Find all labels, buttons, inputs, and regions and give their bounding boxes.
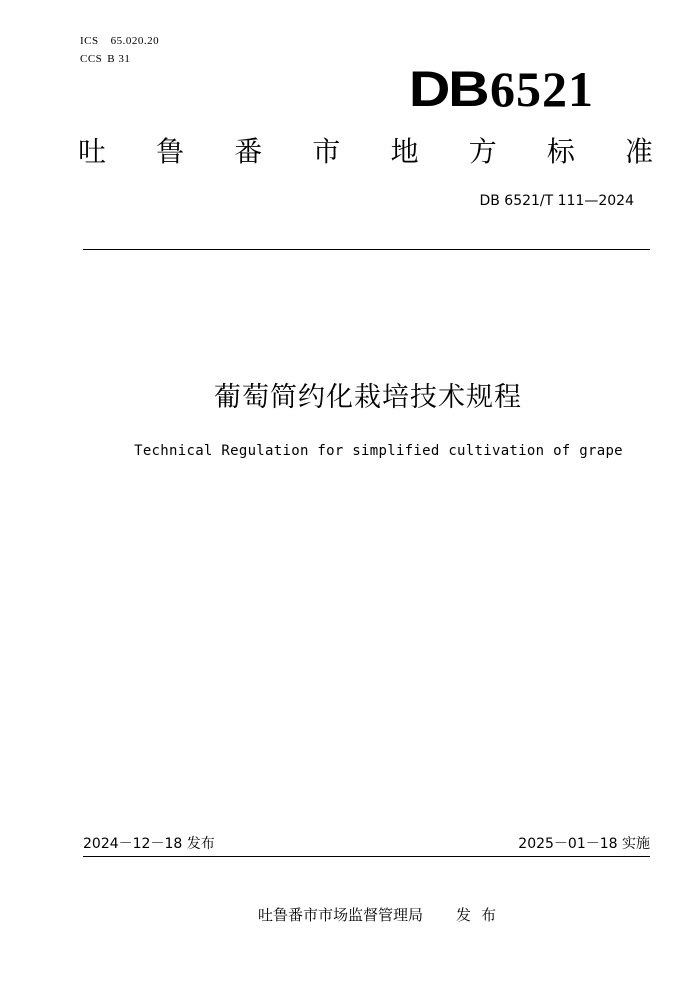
ccs-classification (80, 52, 130, 66)
standard-type-char: 标 (546, 135, 575, 168)
title-english: Technical Regulation for simplified cultivation of grape (134, 443, 623, 459)
bottom-divider (83, 856, 650, 857)
standard-type-char: 地 (390, 135, 419, 168)
standard-type-char: 市 (312, 135, 341, 168)
standard-type-char: 准 (624, 135, 653, 168)
ics-label: ICS (80, 35, 99, 47)
standard-code-number: 6521 (490, 61, 594, 117)
document-number: DB 6521/T 111—2024 (479, 193, 634, 209)
standard-code-prefix: DB (408, 61, 488, 117)
top-divider (83, 249, 650, 250)
title-chinese: 葡萄简约化栽培技术规程 (214, 382, 522, 413)
publisher-organization: 吐鲁番市市场监督管理局 (258, 906, 424, 924)
standard-type-char: 吐 (78, 135, 107, 168)
standard-type-char: 番 (234, 135, 263, 168)
ics-value: 65.020.20 (110, 35, 160, 47)
ccs-value: B 31 (107, 53, 131, 65)
publisher-action: 发布 (456, 906, 507, 924)
issue-date: 2024－12－18 发布 (83, 836, 215, 852)
standard-type-char: 鲁 (156, 135, 185, 168)
effective-date: 2025－01－18 实施 (518, 836, 650, 852)
publisher-line (258, 905, 506, 925)
ics-classification (80, 34, 159, 48)
standard-code-logo (408, 61, 594, 117)
standard-type-heading (78, 134, 653, 170)
ccs-label: CCS (80, 53, 103, 65)
standard-type-char: 方 (468, 135, 497, 168)
